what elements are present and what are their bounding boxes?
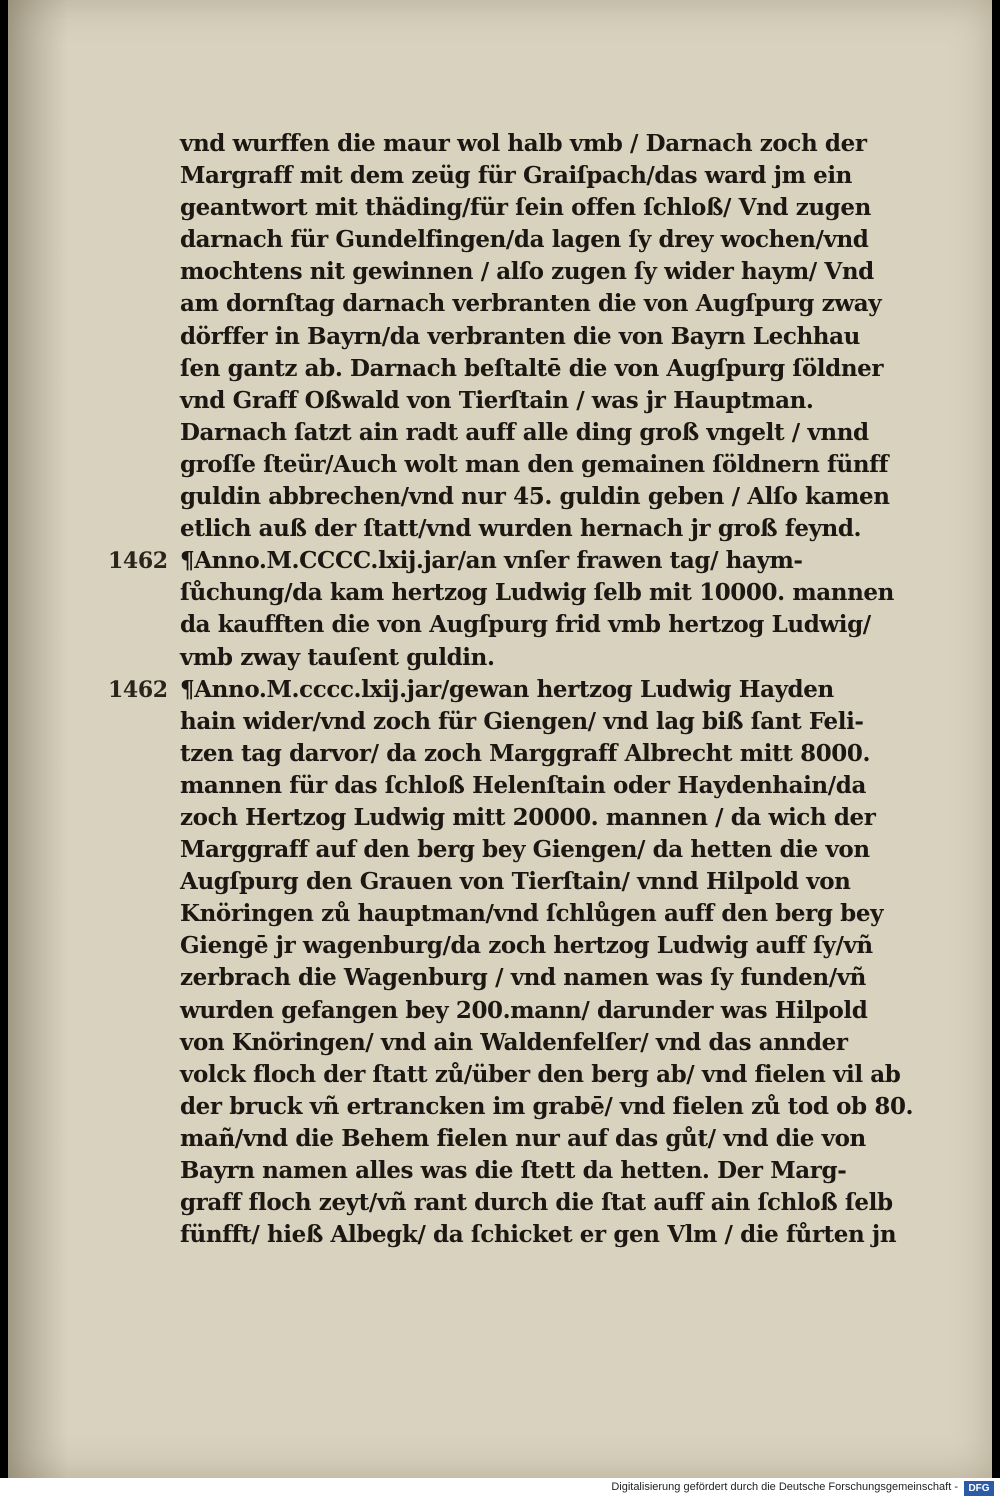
line-text: vnd wurffen die maur wol halb vmb / Darnach zoch der bbox=[180, 130, 867, 157]
text-line bbox=[180, 738, 940, 770]
line-text: mochtens nit gewinnen / alſo zugen ſy wider haym/ Vnd bbox=[180, 258, 874, 286]
line-text: geantwort mit thäding/für ſein offen ſchloß/ Vnd zugen bbox=[180, 194, 871, 222]
gutter-shadow bbox=[8, 0, 68, 1478]
line-text: volck floch der ſtatt zů/über den berg ab/ vnd fielen vil ab bbox=[180, 1060, 901, 1088]
line-text: dörffer in Bayrn/da verbranten die von Bayrn Lechhau bbox=[180, 322, 860, 350]
text-line bbox=[180, 962, 940, 994]
text-line bbox=[180, 128, 940, 160]
text-line bbox=[108, 545, 940, 577]
text-line bbox=[180, 995, 940, 1027]
line-text: Bayrn namen alles was die ſtett da hetten. Der Marg- bbox=[180, 1157, 847, 1184]
line-text: zerbrach die Wagenburg / vnd namen was ſy funden/vñ bbox=[180, 964, 866, 992]
text-line bbox=[180, 513, 940, 545]
text-line bbox=[108, 674, 940, 706]
text-line bbox=[180, 770, 940, 802]
line-text: graff floch zeyt/vñ rant durch die ſtat auff ain ſchloß ſelb bbox=[180, 1189, 893, 1217]
book-page bbox=[8, 0, 992, 1478]
text-line bbox=[180, 706, 940, 738]
line-text: ¶Anno.M.CCCC.lxij.jar/an vnſer frawen tag/ haym- bbox=[180, 547, 803, 575]
text-line bbox=[180, 1091, 940, 1123]
text-line bbox=[180, 1059, 940, 1091]
line-text: darnach für Gundelfingen/da lagen ſy drey wochen/vnd bbox=[180, 226, 869, 254]
text-line bbox=[180, 642, 940, 674]
line-text: guldin abbrechen/vnd nur 45. guldin geben / Alſo kamen bbox=[180, 483, 890, 511]
text-line bbox=[180, 802, 940, 834]
text-line bbox=[180, 385, 940, 417]
dfg-logo-icon: DFG bbox=[964, 1481, 994, 1496]
line-text: Knöringen zů hauptman/vnd ſchlůgen auff den berg bey bbox=[180, 900, 884, 928]
line-text: da kaufften die von Augſpurg frid vmb hertzog Ludwig/ bbox=[180, 611, 871, 639]
line-text: vnd Graff Oßwald von Tierſtain / was jr Hauptman. bbox=[180, 386, 814, 414]
line-text: hain wider/vnd zoch für Giengen/ vnd lag biß ſant Feli- bbox=[180, 707, 864, 735]
footer-bar bbox=[0, 1478, 1000, 1500]
line-text: ¶Anno.M.cccc.lxij.jar/gewan hertzog Ludwig Hayden bbox=[180, 675, 834, 703]
line-text: von Knöringen/ vnd ain Waldenfelſer/ vnd das annder bbox=[180, 1028, 848, 1056]
line-text: ſen gantz ab. Darnach beſtaltē die von Augſpurg ſöldner bbox=[180, 354, 884, 382]
text-line bbox=[180, 224, 940, 256]
text-line bbox=[180, 609, 940, 641]
line-text: zoch Hertzog Ludwig mitt 20000. mannen / da wich der bbox=[180, 803, 876, 831]
text-line bbox=[180, 481, 940, 513]
text-line bbox=[180, 1123, 940, 1155]
line-text: wurden gefangen bey 200.mann/ darunder was Hilpold bbox=[180, 996, 868, 1024]
text-line bbox=[180, 1187, 940, 1219]
text-line bbox=[180, 1219, 940, 1251]
text-line bbox=[180, 192, 940, 224]
text-line bbox=[180, 1155, 940, 1187]
line-text: Augſpurg den Grauen von Tierſtain/ vnnd Hilpold von bbox=[180, 868, 851, 896]
text-line bbox=[180, 321, 940, 353]
line-text: ſůchung/da kam hertzog Ludwig ſelb mit 10000. mannen bbox=[180, 579, 894, 607]
text-line bbox=[180, 898, 940, 930]
line-text: Darnach ſatzt ain radt auff alle ding groß vngelt / vnnd bbox=[180, 418, 869, 446]
line-text: etlich auß der ſtatt/vnd wurden hernach jr groß feynd. bbox=[180, 515, 862, 543]
text-line bbox=[180, 930, 940, 962]
line-text: Margraff mit dem zeüg für Graiſpach/das ward jm ein bbox=[180, 162, 853, 190]
marginal-year: 1462 bbox=[108, 676, 168, 703]
line-text: vmb zway tauſent guldin. bbox=[180, 643, 495, 671]
text-line bbox=[180, 1027, 940, 1059]
line-text: mannen für das ſchloß Helenſtain oder Haydenhain/da bbox=[180, 771, 866, 799]
text-line bbox=[180, 160, 940, 192]
text-line bbox=[180, 353, 940, 385]
line-text: Giengē jr wagenburg/da zoch hertzog Ludwig auff ſy/vñ bbox=[180, 932, 873, 960]
line-text: der bruck vñ ertrancken im grabē/ vnd fielen zů tod ob 80. bbox=[180, 1092, 914, 1120]
line-text: Marggraff auf den berg bey Giengen/ da hetten die von bbox=[180, 836, 870, 864]
marginal-year: 1462 bbox=[108, 548, 168, 575]
text-line bbox=[180, 834, 940, 866]
text-line bbox=[180, 866, 940, 898]
text-block bbox=[108, 128, 940, 1251]
funding-credit: Digitalisierung gefördert durch die Deutsche Forschungsgemeinschaft - bbox=[611, 1481, 958, 1493]
text-line bbox=[180, 577, 940, 609]
line-text: fünfft/ hieß Albegk/ da ſchicket er gen Vlm / die fůrten jn bbox=[180, 1221, 897, 1249]
text-line bbox=[180, 256, 940, 288]
line-text: mañ/vnd die Behem fielen nur auf das gůt/ vnd die von bbox=[180, 1124, 866, 1152]
line-text: am dornſtag darnach verbranten die von Augſpurg zway bbox=[180, 290, 882, 318]
line-text: tzen tag darvor/ da zoch Marggraff Albrecht mitt 8000. bbox=[180, 739, 871, 767]
text-line bbox=[180, 288, 940, 320]
line-text: groſſe ſteür/Auch wolt man den gemainen ſöldnern fünff bbox=[180, 450, 889, 478]
text-line bbox=[180, 417, 940, 449]
text-line bbox=[180, 449, 940, 481]
